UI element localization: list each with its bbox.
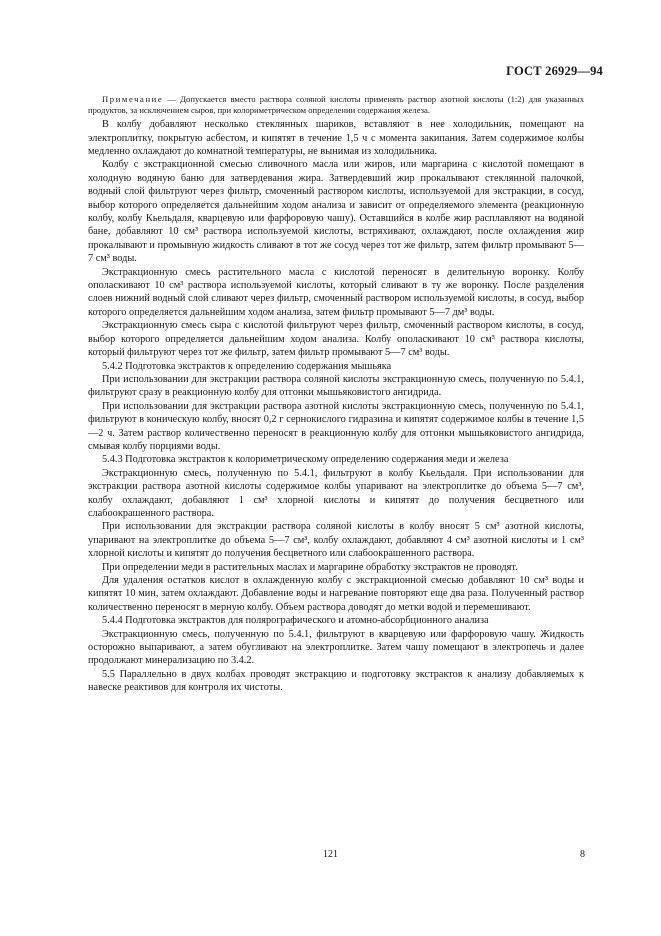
document-number: ГОСТ 26929—94 [506,64,603,78]
paragraph: В колбу добавляют несколько стеклянных шариков, вставляют в нее холодильник, помещают на электроплитку, покрытую асбестом, и кипятят в течение 1,5 ч с момента закипания. Затем содержимое колбы медленно охлаждают до комнатной температуры, не вынимая из холодильника. [88,119,584,157]
sheet-number: 8 [580,849,585,860]
paragraph: Колбу с экстракционной смесью сливочного масла или жиров, или маргарина с кислотой помещают в холодную водяную баню для затвердевания жира. Затвердевший жир прокалывают стеклянной палочкой, водный слой фильтруют через фильтр, смоченный раствором кислоты, используемой для экстракции, в сосуд, выбор которого определяется дальнейшим ходом анализа и зависит от определяемого элемента (реакционную колбу, колбу Кьельдаля, кварцевую или фарфоровую чашу). Оставшийся в колбе жир расплавляют на водяной бане, добавляют 10 см³ раствора используемой кислоты, встряхивают, охлаждают, после охлаждения жир прокалывают и промывную жидкость сливают в тот же сосуд через тот же фильтр, затем фильтр промывают 5—7 см³ воды. [88,159,584,265]
paragraph: При использовании для экстракции раствора азотной кислоты экстракционную смесь, полученную по 5.4.1, фильтруют в коническую колбу, вносят 0,2 г сернокислого гидразина и кипятят содержимое колбы в течение 1,5—2 ч. Затем раствор количественно переносят в реакционную колбу для отгонки мышьяковистого ангидрида, смывая колбу порциями воды. [88,400,584,452]
note-text: — Допускается вместо раствора соляной кислоты применять раствор азотной кислоты (1:2) для указанных продуктов, за исключением сыров, при колориметрическом определении содержания железа. [88,94,584,116]
paragraph: Экстракционную смесь растительного масла с кислотой переносят в делительную воронку. Колбу ополаскивают 10 см³ раствора используемой кислоты, который сливают в ту же воронку. После разделения слоев нижний водный слой сливают через фильтр, смоченный раствором используемой кислоты, в сосуд, выбор которого определяется дальнейшим ходом анализа, затем фильтр промывают 5—7 дм³ воды. [88,266,584,318]
paragraph: Для удаления остатков кислот в охлажденную колбу с экстракционной смесью добавляют 10 см³ воды и кипятят 10 мин, затем охлаждают. Добавление воды и нагревание повторяют еще два раза. Полученный раствор количественно переносят в мерную колбу. Объем раствора доводят до метки водой и перемешивают. [88,575,584,613]
section-heading: 5.4.4 Подготовка экстрактов для полярографического и атомно-абсорбционного анализа [102,615,489,627]
page-number: 121 [323,849,338,860]
section-heading: 5.4.3 Подготовка экстрактов к колориметрическому определению содержания меди и железа [102,454,509,466]
document-body [88,94,584,695]
note [88,94,584,116]
paragraph: При использовании для экстракции раствора соляной кислоты в колбу вносят 5 см³ азотной кислоты, упаривают на электроплитке до объема 5—7 см³, колбу охлаждают, добавляют 4 см³ азотной кислоты и 1 см³ хлорной кислоты и кипятят до получения бесцветного или слабоокрашенного раствора. [88,521,584,560]
paragraph: При определении меди в растительных маслах и маргарине обработку экстрактов не проводят. [102,561,518,573]
note-label: Примечание [102,94,164,104]
paragraph: При использовании для экстракции раствора соляной кислоты экстракционную смесь, полученную по 5.4.1, фильтруют сразу в реакционную колбу для отгонки мышьяковистого ангидрида. [88,373,584,399]
paragraph: Экстракционную смесь сыра с кислотой фильтруют через фильтр, смоченный раствором кислоты, в сосуд, выбор которого определяется дальнейшим ходом анализа. Колбу ополаскивают 10 см³ раствора кислоты, который фильтруют через тот же фильтр, затем фильтр промывают 5—7 см³ воды. [88,320,584,359]
paragraph: Экстракционную смесь, полученную по 5.4.1, фильтруют в колбу Кьельдаля. При использовании для экстракции раствора азотной кислоты содержимое колбы упаривают на электроплитке до объема 5—7 см³, колбу охлаждают, добавляют 1 см³ хлорной кислоты и кипятят до получения бесцветного или слабоокрашенного раствора. [88,467,584,519]
section-heading: 5.4.2 Подготовка экстрактов к определению содержания мышьяка [102,360,392,372]
paragraph: 5.5 Параллельно в двух колбах проводят экстракцию и подготовку экстрактов к анализу добавляемых к навеске реактивов для контроля их чистоты. [88,668,584,694]
paragraph: Экстракционную смесь, полученную по 5.4.1, фильтруют в кварцевую или фарфоровую чашу. Жидкость осторожно выпаривают, а затем обугливают на электроплитке. Затем чашу помещают в электропечь и далее продолжают минерализацию по 3.4.2. [88,628,584,667]
